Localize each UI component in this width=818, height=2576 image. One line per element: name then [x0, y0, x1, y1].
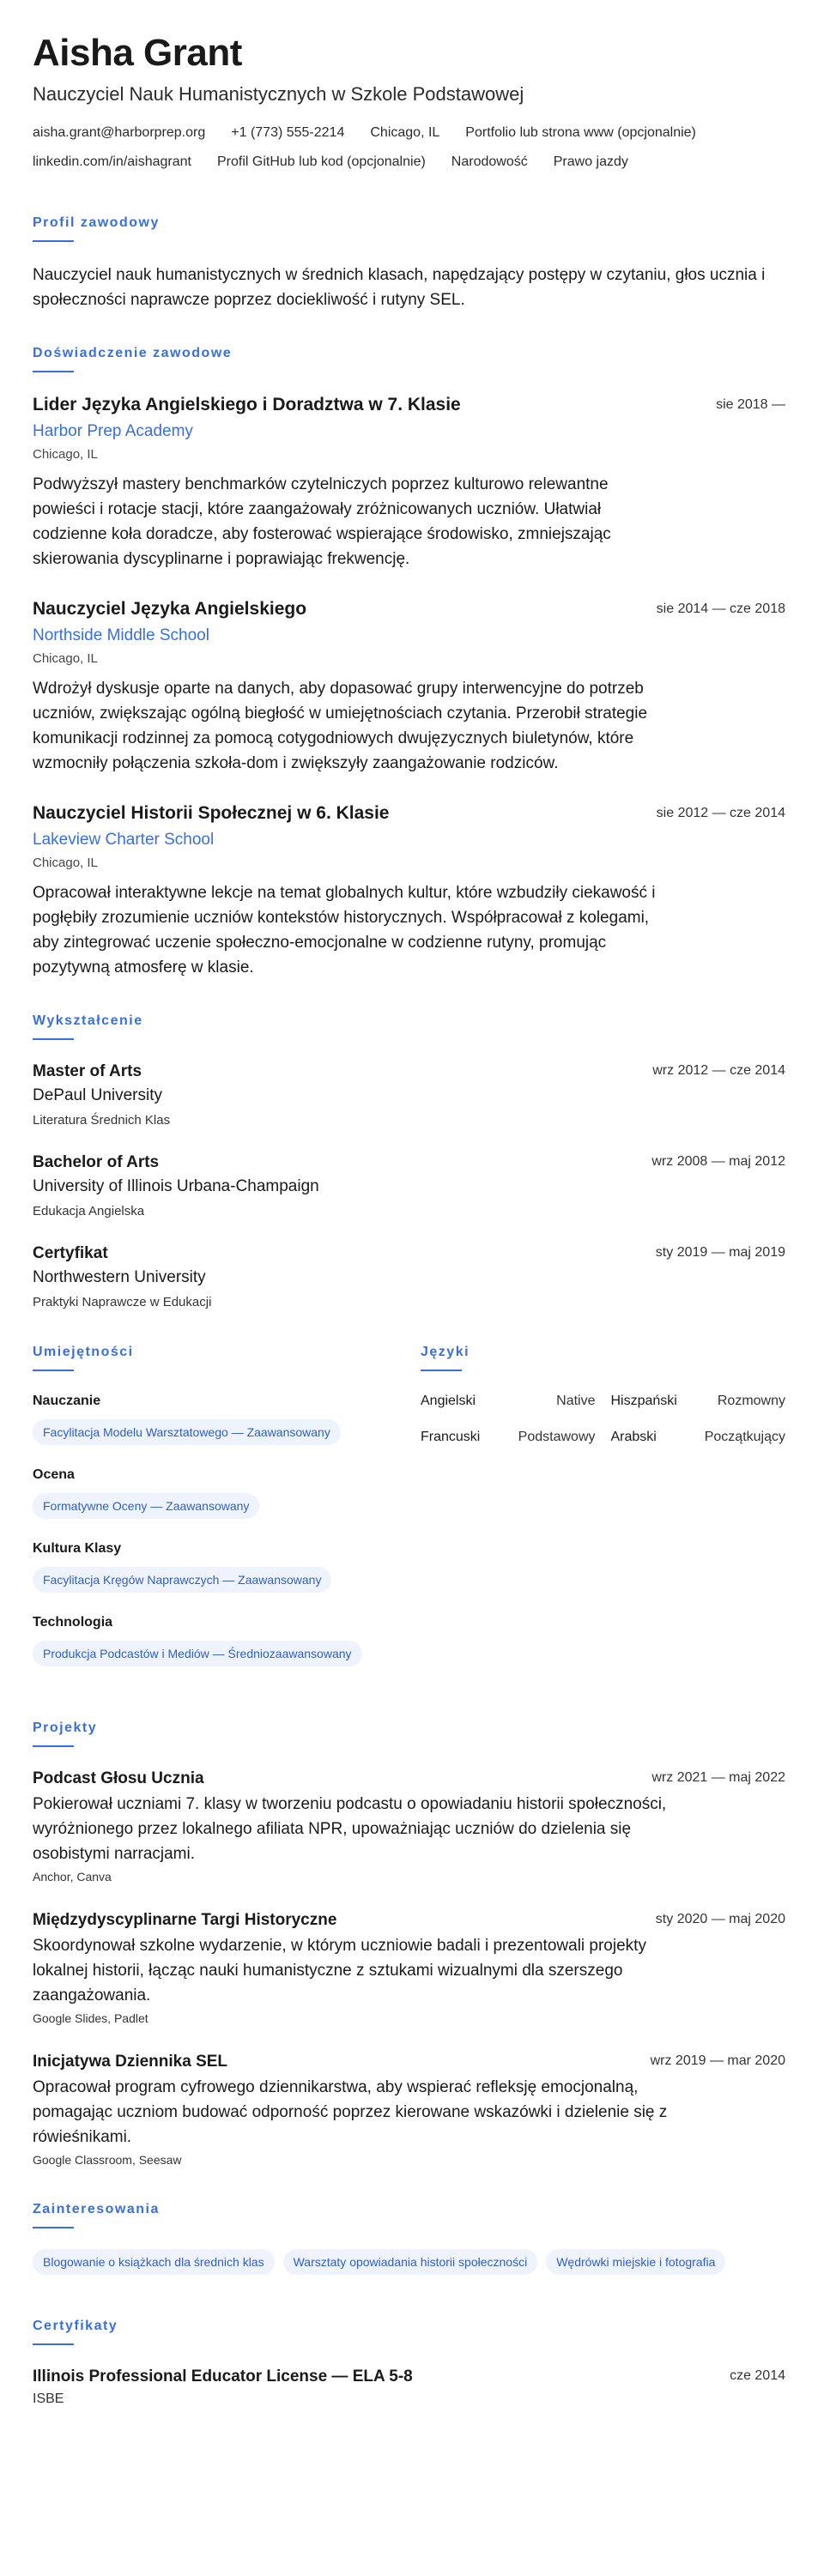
- education-dates: wrz 2012 — cze 2014: [652, 1063, 785, 1078]
- section-title: Profil zawodowy: [33, 215, 160, 230]
- contact-portfolio[interactable]: Portfolio lub strona www (opcjonalnie): [465, 125, 696, 140]
- project-description: Skoordynował szkolne wydarzenie, w którym uczniowie badali i prezentowali projekty lokalnej historii, łącząc nauki humanistyczne z sztukami wizualnymi dla szerszego zaangażowania.: [33, 1937, 646, 2005]
- contact-email[interactable]: aisha.grant@harborprep.org: [33, 125, 206, 140]
- project-name: Międzydyscyplinarne Targi Historyczne: [33, 1911, 337, 1929]
- job-location: Chicago, IL: [33, 856, 98, 870]
- section-title: Projekty: [33, 1720, 98, 1735]
- degree: Bachelor of Arts: [33, 1153, 160, 1171]
- interests-section: [33, 2201, 785, 2285]
- experience-entry: [33, 393, 785, 571]
- job-description: Opracował interaktywne lekcje na temat globalnych kultur, które wzbudziły ciekawość i pogłębiły zrozumienie uczniów kontekstów historycznych. Współpracował z kolegami, aby zintegrować uczenie społeczno-emocjonalne w codzienne rutyny, promując pozytywną atmosferę w klasie.: [33, 884, 656, 977]
- section-divider: [421, 1370, 462, 1371]
- skills-languages-section: [33, 1344, 785, 1687]
- field-of-study: Praktyki Naprawcze w Edukacji: [33, 1295, 212, 1309]
- certification-entry: [33, 2366, 785, 2409]
- certification-name: Illinois Professional Educator License — ELA 5-8: [33, 2367, 413, 2386]
- summary-text: Nauczyciel nauk humanistycznych w średnich klasach, napędzający postępy w czytaniu, głos ucznia i społeczności naprawcze poprzez dociekliwość i rutyny SEL.: [33, 266, 766, 309]
- certification-issuer: ISBE: [33, 2392, 64, 2406]
- language-level: Podstawowy: [518, 1430, 596, 1444]
- interest-chip: Wędrówki miejskie i fotografia: [546, 2249, 725, 2275]
- job-title: Nauczyciel Historii Społecznej w 6. Klasie: [33, 803, 390, 823]
- language-name: Hiszpański: [610, 1394, 677, 1408]
- language-item: [611, 1428, 786, 1447]
- section-divider: [33, 1370, 74, 1371]
- contact-github[interactable]: Profil GitHub lub kod (opcjonalnie): [217, 154, 426, 169]
- section-title: Języki: [421, 1345, 470, 1359]
- candidate-name: Aisha Grant: [33, 32, 242, 74]
- language-item: [611, 1392, 786, 1411]
- education-entry: [33, 1152, 785, 1220]
- skill-group: [33, 1613, 397, 1666]
- project-name: Podcast Głosu Ucznia: [33, 1769, 204, 1787]
- education-entry: [33, 1061, 785, 1129]
- education-dates: wrz 2008 — maj 2012: [651, 1154, 785, 1169]
- experience-entry: [33, 801, 785, 980]
- project-description: Opracował program cyfrowego dziennikarstwa, aby wspierać refleksję emocjonalną, pomagając uczniom budować odporność poprzez kierowane wskazówki i dzielenie się z rówieśnikami.: [33, 2078, 668, 2146]
- skill-category: Ocena: [33, 1467, 75, 1482]
- language-level: Rozmowny: [717, 1394, 785, 1408]
- section-divider: [33, 1745, 74, 1747]
- summary-section: [33, 215, 785, 312]
- skill-category: Kultura Klasy: [33, 1541, 122, 1556]
- contact-location: Chicago, IL: [370, 125, 440, 140]
- language-item: [421, 1392, 596, 1411]
- project-tools: Anchor, Canva: [33, 1870, 112, 1884]
- project-tools: Google Slides, Padlet: [33, 2011, 148, 2025]
- project-tools: Google Classroom, Seesaw: [33, 2153, 182, 2167]
- interest-chip: Warsztaty opowiadania historii społeczności: [283, 2249, 538, 2275]
- section-divider: [33, 2227, 74, 2228]
- degree: Master of Arts: [33, 1062, 142, 1080]
- job-employer[interactable]: Harbor Prep Academy: [33, 422, 193, 440]
- section-title: Umiejętności: [33, 1345, 134, 1359]
- section-divider: [33, 2343, 74, 2345]
- language-level: Native: [556, 1394, 596, 1408]
- section-divider: [33, 1038, 74, 1040]
- resume-header: [33, 31, 785, 182]
- school: Northwestern University: [33, 1268, 206, 1286]
- job-employer[interactable]: Lakeview Charter School: [33, 831, 215, 849]
- section-title: Doświadczenie zawodowe: [33, 346, 233, 360]
- job-dates: sie 2012 — cze 2014: [656, 806, 785, 820]
- projects-section: [33, 1720, 785, 2168]
- project-name: Inicjatywa Dziennika SEL: [33, 2053, 228, 2071]
- language-level: Początkujący: [704, 1430, 785, 1444]
- job-location: Chicago, IL: [33, 651, 98, 666]
- languages-column: [421, 1344, 785, 1687]
- job-dates: sie 2014 — cze 2018: [656, 602, 785, 616]
- language-name: Angielski: [421, 1394, 476, 1408]
- education-dates: sty 2019 — maj 2019: [655, 1245, 785, 1260]
- job-description: Wdrożył dyskusje oparte na danych, aby dopasować grupy interwencyjne do potrzeb uczniów, zwiększając ogólną biegłość w umiejętnościach czytania. Przerobił strategie komunikacji rodzinnej za pomocą cotygodniowych dwujęzycznych biuletynów, które wzmocniły połączenia szkoła-dom i zwiększyły zaangażowanie rodziców.: [33, 680, 648, 772]
- language-item: [421, 1428, 596, 1447]
- language-name: Francuski: [421, 1430, 481, 1444]
- project-entry: [33, 1909, 785, 2027]
- skill-chip: Produkcja Podcastów i Mediów — Średniozaawansowany: [33, 1641, 362, 1666]
- language-name: Arabski: [610, 1430, 657, 1444]
- contact-linkedin[interactable]: linkedin.com/in/aishagrant: [33, 154, 191, 169]
- language-list: [421, 1392, 785, 1447]
- school: University of Illinois Urbana-Champaign: [33, 1177, 319, 1195]
- experience-entry: [33, 597, 785, 776]
- experience-section: [33, 345, 785, 980]
- skill-group: [33, 1392, 397, 1445]
- certification-date: cze 2014: [730, 2368, 785, 2383]
- skill-chip: Facylitacja Kręgów Naprawczych — Zaawansowany: [33, 1567, 331, 1593]
- section-title: Zainteresowania: [33, 2202, 160, 2216]
- skill-chip: Facylitacja Modelu Warsztatowego — Zaawansowany: [33, 1419, 341, 1445]
- section-divider: [33, 371, 74, 372]
- section-divider: [33, 240, 74, 242]
- job-employer[interactable]: Northside Middle School: [33, 626, 209, 644]
- certifications-section: [33, 2318, 785, 2409]
- contact-list: [33, 124, 785, 182]
- education-entry: [33, 1243, 785, 1311]
- field-of-study: Edukacja Angielska: [33, 1204, 145, 1218]
- project-dates: sty 2020 — maj 2020: [655, 1912, 785, 1926]
- candidate-headline: Nauczyciel Nauk Humanistycznych w Szkole Podstawowej: [33, 83, 524, 105]
- interest-chip: Blogowanie o książkach dla średnich klas: [33, 2249, 275, 2275]
- skill-category: Technologia: [33, 1615, 113, 1630]
- project-dates: wrz 2021 — maj 2022: [651, 1770, 785, 1785]
- interest-list: [33, 2249, 785, 2285]
- job-title: Nauczyciel Języka Angielskiego: [33, 599, 307, 619]
- project-description: Pokierował uczniami 7. klasy w tworzeniu podcastu o opowiadaniu historii społeczności, wyróżnionego przez lokalnego afiliata NPR, upoważniając uczniów do dzielenia się osobistymi narracjami.: [33, 1795, 667, 1863]
- degree: Certyfikat: [33, 1244, 108, 1262]
- job-description: Podwyższył mastery benchmarków czytelniczych poprzez kulturowo relewantne powieści i rotacje stacji, które zaangażowały zróżnicowanych uczniów. Ułatwiał codzienne koła doradcze, aby fosterować wspierające środowisko, zmniejszając skierowania dyscyplinarne i poprawiając frekwencję.: [33, 475, 611, 568]
- contact-nationality: Narodowość: [451, 154, 528, 169]
- skills-column: [33, 1344, 397, 1687]
- skill-group: [33, 1466, 397, 1519]
- job-dates: sie 2018 —: [716, 397, 785, 412]
- contact-phone[interactable]: +1 (773) 555-2214: [231, 125, 345, 140]
- contact-driving-license: Prawo jazdy: [553, 154, 628, 169]
- skill-group: [33, 1539, 397, 1593]
- education-section: [33, 1013, 785, 1311]
- skill-chip: Formatywne Oceny — Zaawansowany: [33, 1493, 259, 1519]
- section-title: Certyfikaty: [33, 2319, 118, 2333]
- job-location: Chicago, IL: [33, 447, 98, 462]
- school: DePaul University: [33, 1086, 162, 1104]
- job-title: Lider Języka Angielskiego i Doradztwa w 7. Klasie: [33, 395, 461, 414]
- project-dates: wrz 2019 — mar 2020: [650, 2053, 785, 2068]
- section-title: Wykształcenie: [33, 1013, 143, 1028]
- project-entry: [33, 2051, 785, 2168]
- field-of-study: Literatura Średnich Klas: [33, 1113, 171, 1128]
- skill-category: Nauczanie: [33, 1394, 101, 1408]
- project-entry: [33, 1768, 785, 1885]
